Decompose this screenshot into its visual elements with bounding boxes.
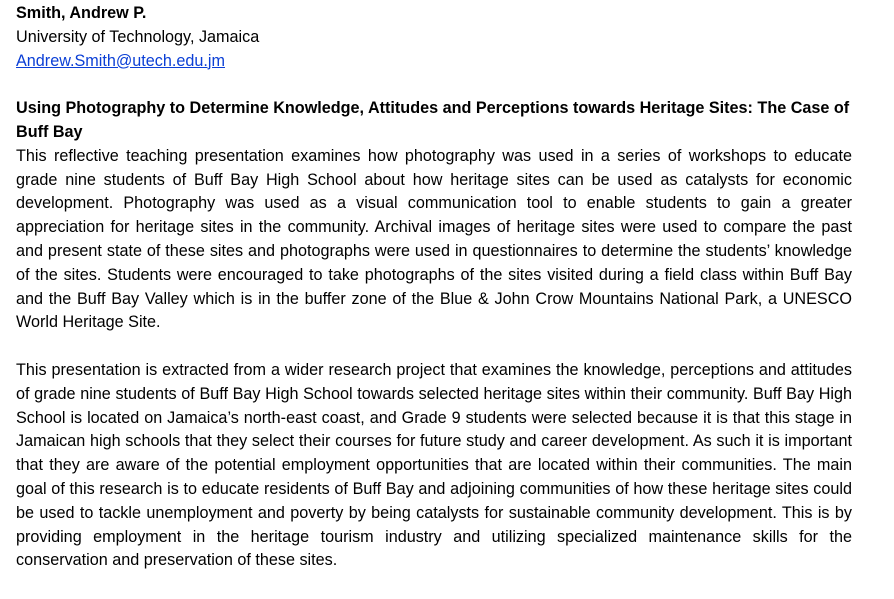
abstract-title: Using Photography to Determine Knowledge, Attitudes and Perceptions towards Heritage Sites: The Case of Buff Bay	[16, 99, 850, 141]
spacer	[16, 73, 852, 97]
abstract-paragraph-2: This presentation is extracted from a wider research project that examines the knowledge, perceptions and attitudes of grade nine students of Buff Bay High School towards selected heritage sites within their community. Buff Bay High School is located on Jamaica’s north-east coast, and Grade 9 students were selected because it is that this stage in Jamaican high schools that they select their courses for future study and career development. As such it is important that they are aware of the potential employment opportunities that are located within their communities. The main goal of this research is to educate residents of Buff Bay and adjoining communities of how these heritage sites could be used to tackle unemployment and poverty by being catalysts for sustainable community development. This is by providing employment in the heritage tourism industry and utilizing specialized maintenance skills for the conservation and preservation of these sites.	[16, 360, 852, 570]
author-email-link[interactable]: Andrew.Smith@utech.edu.jm	[16, 51, 225, 70]
author-name: Smith, Andrew P.	[16, 4, 147, 22]
abstract-paragraph-1: This reflective teaching presentation examines how photography was used in a series of workshops to educate grade nine students of Buff Bay High School about how heritage sites can be used as catalysts for economic development. Photography was used as a visual communication tool to enable students to gain a greater appreciation for heritage sites in the community. Archival images of heritage sites were used to compare the past and present state of these sites and photographs were used in questionnaires to determine the students’ knowledge of the sites. Students were encouraged to take photographs of the sites visited during a field class within Buff Bay and the Buff Bay Valley which is in the buffer zone of the Blue & John Crow Mountains National Park, a UNESCO World Heritage Site.	[16, 146, 852, 332]
author-affiliation: University of Technology, Jamaica	[16, 27, 260, 46]
spacer	[16, 335, 852, 359]
document-page	[16, 2, 852, 573]
